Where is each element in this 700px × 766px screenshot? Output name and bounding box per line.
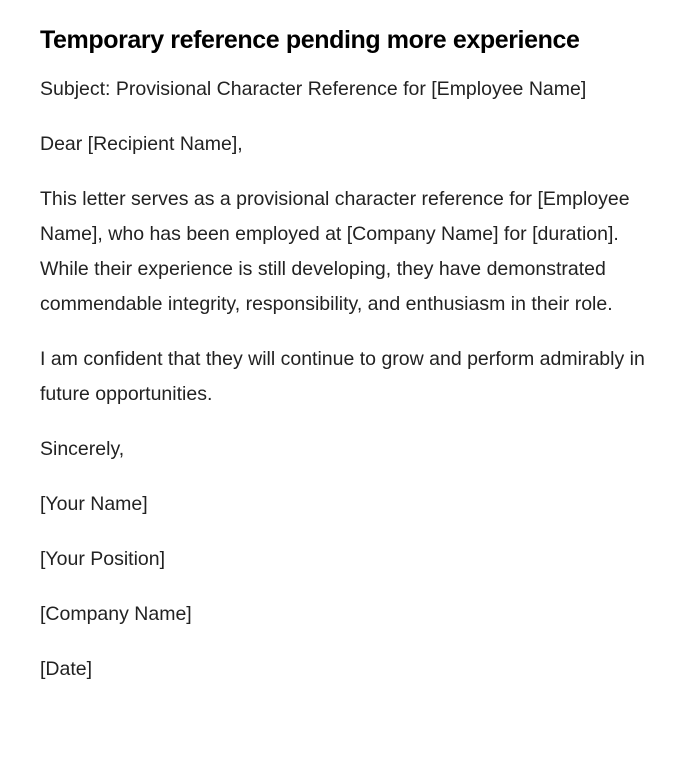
signature-date: [Date] bbox=[40, 658, 93, 680]
salutation: Dear [Recipient Name], bbox=[40, 133, 243, 155]
body-paragraph: This letter serves as a provisional character reference for [Employee Name], who has been employed at [Company Name] for [duration]. While their experience is still developing, they have demonstrated commendable integrity, responsibility, and enthusiasm in their role. bbox=[40, 188, 630, 315]
signature-position: [Your Position] bbox=[40, 548, 166, 570]
closing: Sincerely, bbox=[40, 438, 125, 460]
signature-company: [Company Name] bbox=[40, 603, 192, 625]
signature-name: [Your Name] bbox=[40, 493, 148, 515]
subject-line: Subject: Provisional Character Reference for [Employee Name] bbox=[40, 78, 587, 100]
document-title: Temporary reference pending more experience bbox=[40, 26, 580, 54]
body-paragraph: I am confident that they will continue to grow and perform admirably in future opportunities. bbox=[40, 348, 645, 405]
letter-document bbox=[40, 22, 650, 707]
